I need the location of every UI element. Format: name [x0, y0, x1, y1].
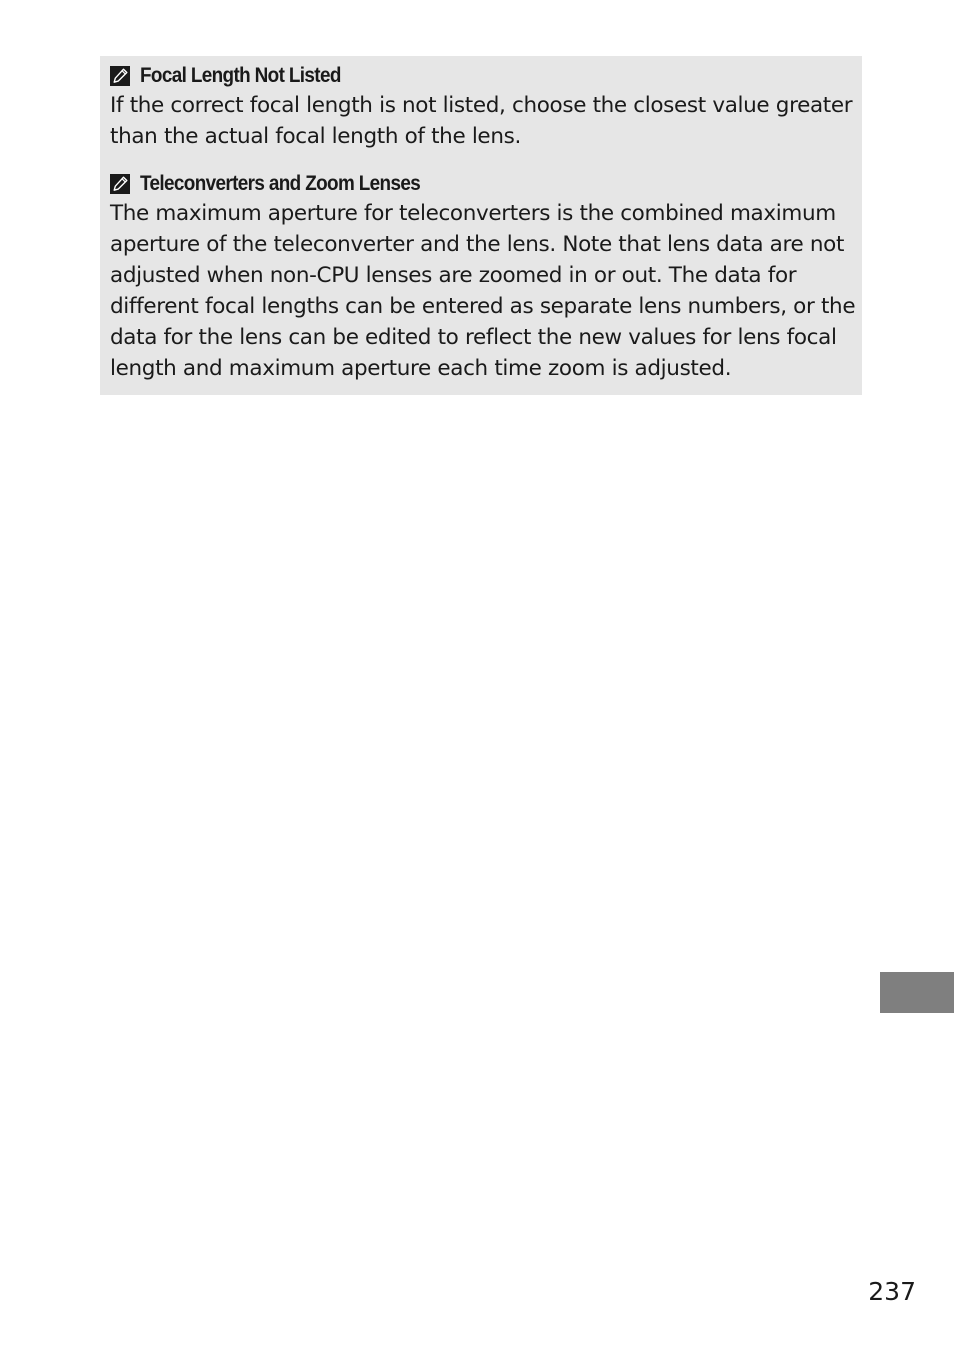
note-body-line: The maximum aperture for teleconverters is the combined maximum [110, 201, 836, 226]
note-body-line: If the correct focal length is not listed, choose the closest value greater [110, 93, 853, 118]
note-body [110, 198, 856, 384]
note-body-line: adjusted when non-CPU lenses are zoomed in or out. The data for [110, 263, 797, 288]
note-body-line: different focal lengths can be entered as separate lens numbers, or the [110, 294, 856, 319]
note-box [100, 56, 862, 395]
note-title: Focal Length Not Listed [140, 64, 341, 87]
page-number: 237 [868, 1277, 916, 1306]
pencil-note-icon [110, 66, 130, 86]
note-body [110, 90, 852, 152]
note-teleconverters [110, 170, 856, 384]
pencil-note-icon [110, 174, 130, 194]
section-tab-marker [880, 972, 954, 1013]
note-body-line: length and maximum aperture each time zoom is adjusted. [110, 356, 732, 381]
note-body-line: data for the lens can be edited to reflect the new values for lens focal [110, 325, 837, 350]
note-heading [110, 170, 852, 198]
note-body-line: aperture of the teleconverter and the lens. Note that lens data are not [110, 232, 845, 257]
note-body-line: than the actual focal length of the lens. [110, 124, 521, 149]
note-heading [110, 62, 852, 90]
note-focal-length [110, 62, 852, 152]
note-title: Teleconverters and Zoom Lenses [140, 172, 421, 195]
